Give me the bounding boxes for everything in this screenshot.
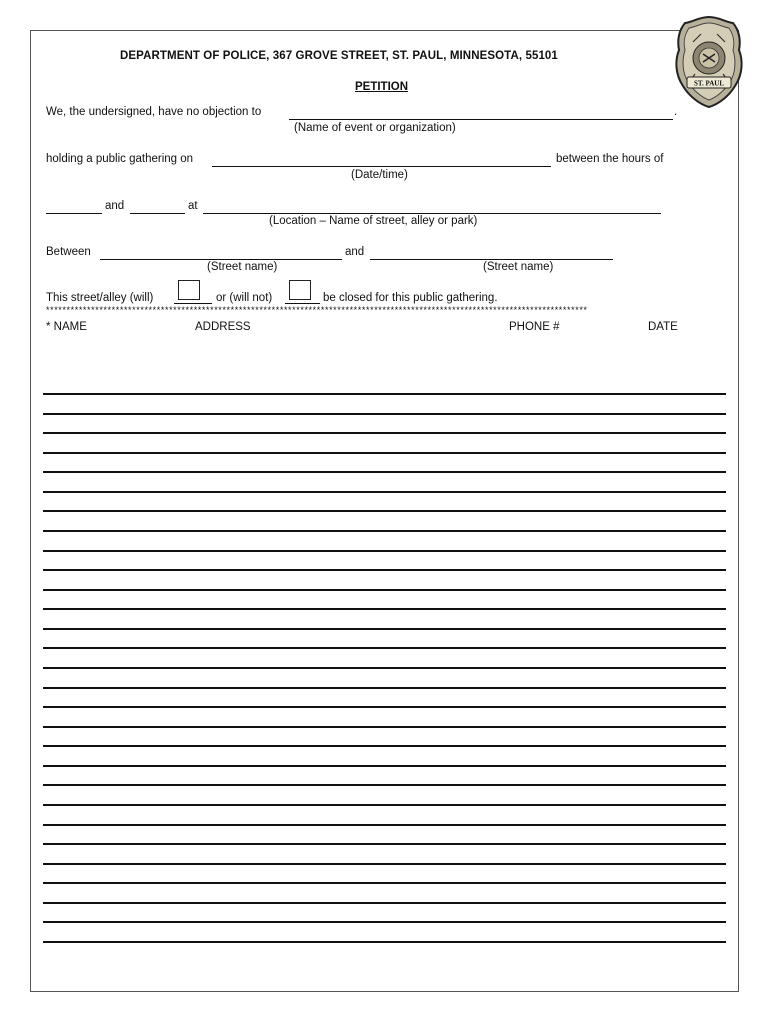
police-badge-icon bbox=[673, 14, 745, 110]
signature-line[interactable] bbox=[43, 471, 726, 473]
signature-line[interactable] bbox=[43, 941, 726, 943]
line5-suffix: be closed for this public gathering. bbox=[323, 292, 498, 304]
signature-line[interactable] bbox=[43, 784, 726, 786]
date-time-field[interactable] bbox=[212, 166, 551, 167]
signature-line[interactable] bbox=[43, 569, 726, 571]
signature-line[interactable] bbox=[43, 745, 726, 747]
signature-line[interactable] bbox=[43, 667, 726, 669]
column-date: DATE bbox=[648, 321, 678, 333]
date-time-caption: (Date/time) bbox=[351, 169, 408, 181]
signature-line[interactable] bbox=[43, 647, 726, 649]
signature-line[interactable] bbox=[43, 589, 726, 591]
signature-line[interactable] bbox=[43, 863, 726, 865]
signature-line[interactable] bbox=[43, 726, 726, 728]
location-caption: (Location – Name of street, alley or park) bbox=[269, 215, 478, 227]
event-name-field[interactable] bbox=[289, 119, 673, 120]
street-name-1-caption: (Street name) bbox=[207, 261, 278, 273]
start-hour-field[interactable] bbox=[46, 213, 102, 214]
signature-line[interactable] bbox=[43, 432, 726, 434]
department-header: DEPARTMENT OF POLICE, 367 GROVE STREET, ST. PAUL, MINNESOTA, 55101 bbox=[120, 50, 558, 62]
signature-line[interactable] bbox=[43, 824, 726, 826]
signature-line[interactable] bbox=[43, 843, 726, 845]
line5-prefix: This street/alley (will) bbox=[46, 292, 154, 304]
will-close-checkbox[interactable] bbox=[178, 280, 200, 300]
column-phone: PHONE # bbox=[509, 321, 560, 333]
event-name-caption: (Name of event or organization) bbox=[294, 122, 456, 134]
signature-line[interactable] bbox=[43, 510, 726, 512]
will-close-underline bbox=[174, 303, 212, 304]
signature-line[interactable] bbox=[43, 706, 726, 708]
signature-line[interactable] bbox=[43, 608, 726, 610]
street-name-2-caption: (Street name) bbox=[483, 261, 554, 273]
will-not-close-checkbox[interactable] bbox=[289, 280, 311, 300]
column-name: * NAME bbox=[46, 321, 87, 333]
signature-line[interactable] bbox=[43, 452, 726, 454]
line4-prefix: Between bbox=[46, 246, 91, 258]
signature-line[interactable] bbox=[43, 491, 726, 493]
will-not-close-underline bbox=[285, 303, 320, 304]
signature-line[interactable] bbox=[43, 804, 726, 806]
signature-line[interactable] bbox=[43, 530, 726, 532]
end-hour-field[interactable] bbox=[130, 213, 185, 214]
signature-line[interactable] bbox=[43, 628, 726, 630]
column-address: ADDRESS bbox=[195, 321, 251, 333]
petition-title: PETITION bbox=[355, 81, 409, 93]
line1-prefix: We, the undersigned, have no objection to bbox=[46, 106, 262, 118]
signature-line[interactable] bbox=[43, 687, 726, 689]
badge-text: ST. PAUL bbox=[693, 79, 725, 88]
line3-and: and bbox=[105, 200, 125, 212]
signature-line[interactable] bbox=[43, 765, 726, 767]
line2-suffix: between the hours of bbox=[556, 153, 664, 165]
signature-line[interactable] bbox=[43, 921, 726, 923]
line5-middle: or (will not) bbox=[216, 292, 273, 304]
asterisk-separator: ************************************************************************************************************************************ bbox=[46, 306, 588, 315]
signature-line[interactable] bbox=[43, 550, 726, 552]
signature-line[interactable] bbox=[43, 413, 726, 415]
signature-line[interactable] bbox=[43, 902, 726, 904]
signature-line[interactable] bbox=[43, 393, 726, 395]
line1-suffix: . bbox=[674, 106, 678, 118]
line4-and: and bbox=[345, 246, 365, 258]
line3-at: at bbox=[188, 200, 198, 212]
line2-prefix: holding a public gathering on bbox=[46, 153, 194, 165]
signature-line[interactable] bbox=[43, 882, 726, 884]
